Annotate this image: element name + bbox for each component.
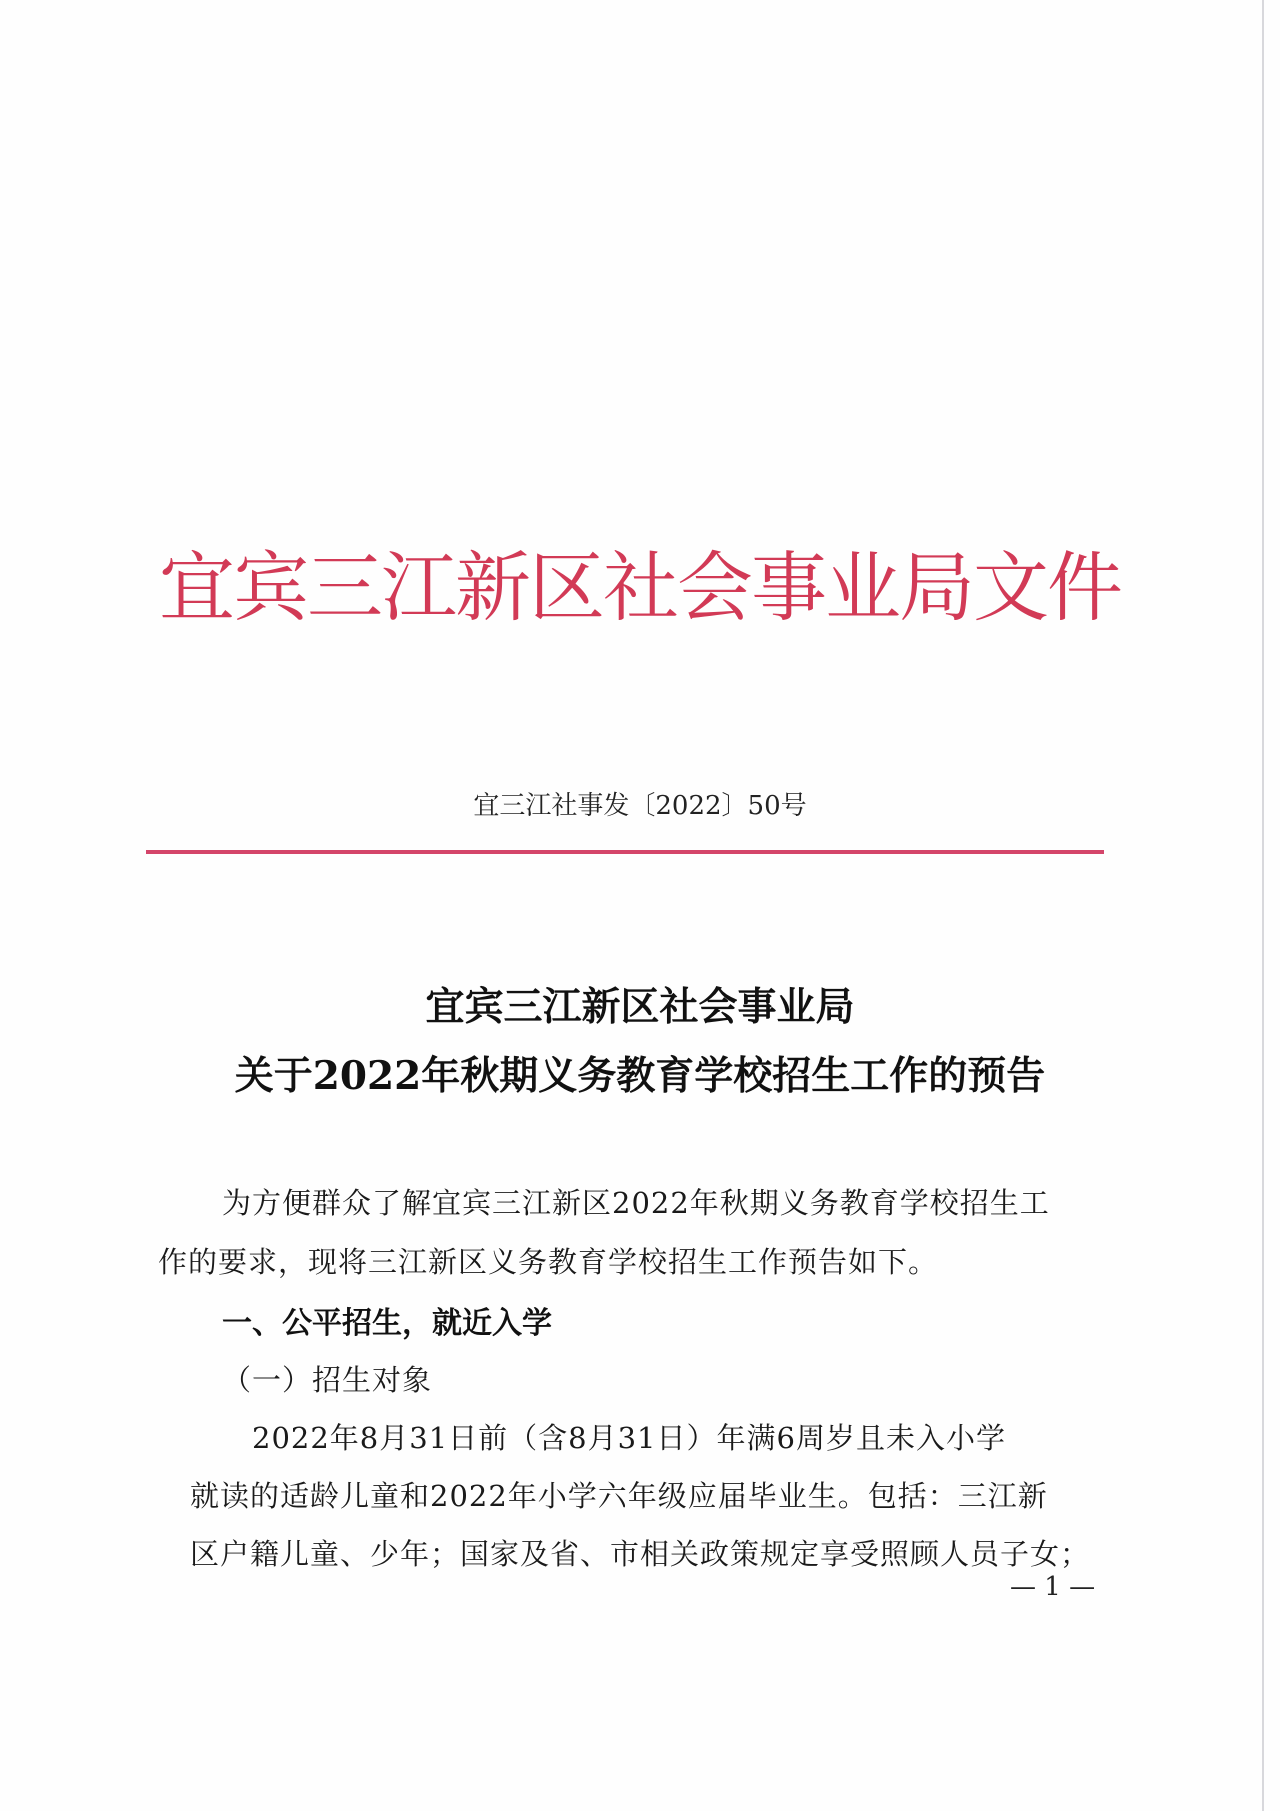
notice-title-line-2: 关于2022年秋期义务教育学校招生工作的预告 [234, 1053, 1046, 1099]
paragraph-2-line-1: 2022年8月31日前（含8月31日）年满6周岁且未入小学 [252, 1421, 1006, 1455]
red-divider-line [146, 850, 1104, 854]
notice-title-line-1: 宜宾三江新区社会事业局 [425, 984, 855, 1030]
subsection-1-heading: （一）招生对象 [222, 1363, 433, 1397]
page-number: — 1 — [1010, 1572, 1096, 1602]
page-edge-line [1262, 0, 1264, 1811]
document-number: 宜三江社事发〔2022〕50号 [473, 791, 807, 821]
paragraph-1-line-2: 作的要求，现将三江新区义务教育学校招生工作预告如下。 [158, 1245, 939, 1279]
paragraph-2-line-3: 区户籍儿童、少年；国家及省、市相关政策规定享受照顾人员子女； [190, 1537, 1091, 1571]
paragraph-1-line-1: 为方便群众了解宜宾三江新区2022年秋期义务教育学校招生工 [222, 1186, 1050, 1220]
section-1-heading: 一、公平招生，就近入学 [222, 1306, 552, 1341]
issuing-authority-header: 宜宾三江新区社会事业局文件 [159, 543, 1121, 632]
paragraph-2-line-2: 就读的适龄儿童和2022年小学六年级应届毕业生。包括：三江新 [190, 1479, 1048, 1513]
